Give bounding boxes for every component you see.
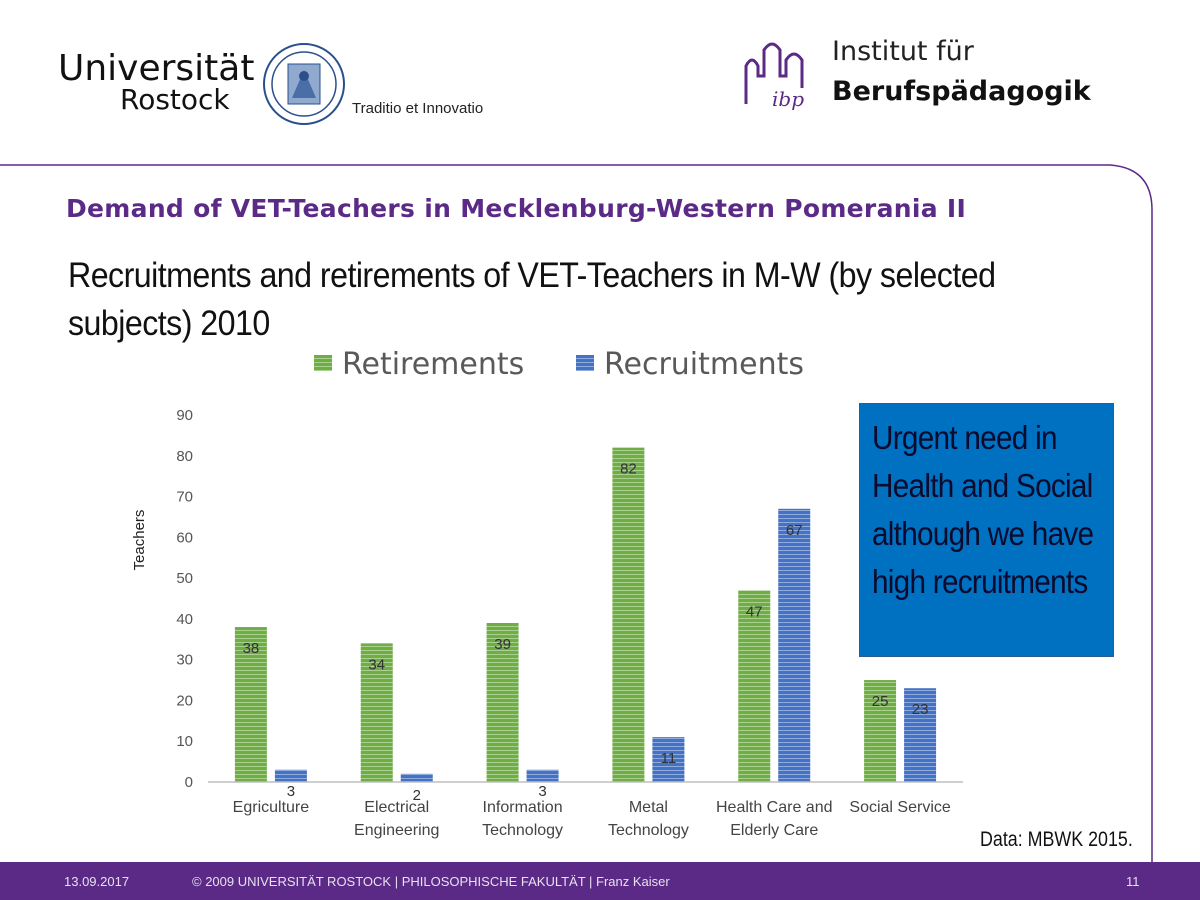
data-label: 67 xyxy=(785,521,803,539)
bar-recruitments xyxy=(401,774,433,782)
university-tagline: Traditio et Innovatio xyxy=(352,100,484,117)
y-tick-label: 40 xyxy=(176,610,193,628)
bar-recruitments xyxy=(275,770,307,782)
data-label: 23 xyxy=(911,701,929,719)
x-tick-label: Electrical xyxy=(364,799,430,816)
data-label: 39 xyxy=(494,635,511,653)
y-tick-label: 60 xyxy=(176,529,193,547)
institute-line2: Berufspädagogik xyxy=(832,76,1091,107)
x-tick-label: Elderly Care xyxy=(730,822,819,839)
slide-heading: Demand of VET-Teachers in Mecklenburg-Western Pomerania II xyxy=(66,194,967,223)
university-name: Universität xyxy=(58,48,255,89)
callout-text: Urgent need in Health and Social although we have high recruitments xyxy=(872,419,1094,600)
x-tick-label: Technology xyxy=(607,822,689,839)
y-tick-label: 50 xyxy=(176,570,193,588)
x-tick-label: Health Care and xyxy=(715,799,833,816)
bar-recruitments xyxy=(527,770,559,782)
footer-date: 13.09.2017 xyxy=(64,874,130,889)
legend-label: Recruitments xyxy=(604,347,804,382)
data-label: 38 xyxy=(242,640,260,658)
y-axis xyxy=(131,407,193,791)
data-label: 3 xyxy=(538,782,547,800)
y-tick-label: 10 xyxy=(176,733,193,751)
x-tick-label: Engineering xyxy=(354,822,440,839)
page-number: 11 xyxy=(1126,874,1140,889)
institute-line1: Institut für xyxy=(832,36,974,67)
data-source: Data: MBWK 2015. xyxy=(980,828,1133,851)
legend-label: Retirements xyxy=(342,347,525,382)
x-tick-label: Technology xyxy=(482,822,564,839)
callout-box xyxy=(859,403,1114,657)
y-tick-label: 90 xyxy=(176,407,193,424)
x-tick-label: Information xyxy=(482,799,563,816)
data-label: 34 xyxy=(368,656,386,674)
chart-legend xyxy=(314,347,804,382)
y-axis-label: Teachers xyxy=(131,509,148,571)
x-tick-label: Metal xyxy=(628,799,668,816)
y-tick-label: 0 xyxy=(184,774,193,791)
data-label: 3 xyxy=(286,782,296,800)
footer-copyright: © 2009 UNIVERSITÄT ROSTOCK | PHILOSOPHISCHE FAKULTÄT | Franz Kaiser xyxy=(192,874,670,889)
data-label: 11 xyxy=(660,750,677,768)
y-tick-label: 70 xyxy=(176,488,193,506)
legend-swatch xyxy=(314,355,332,371)
slide-subtitle: Recruitments and retirements of VET-Teachers in M-W (by selected subjects) 2010 xyxy=(68,256,996,343)
x-tick-label: Social Service xyxy=(849,799,951,816)
y-tick-label: 20 xyxy=(176,692,193,710)
data-label: 2 xyxy=(412,786,421,804)
x-tick-label: Egriculture xyxy=(232,799,310,816)
y-tick-label: 80 xyxy=(176,447,193,465)
ibp-logo-text: ibp xyxy=(772,87,805,111)
bar-recruitments xyxy=(778,509,810,782)
bars xyxy=(235,448,936,804)
data-label: 82 xyxy=(620,460,637,478)
bar-retirements xyxy=(612,448,644,782)
data-label: 47 xyxy=(745,603,763,621)
x-axis xyxy=(208,782,963,839)
legend-swatch xyxy=(576,355,594,371)
y-tick-label: 30 xyxy=(176,651,193,669)
footer-bar xyxy=(0,862,1200,900)
data-label: 25 xyxy=(871,693,889,711)
university-city: Rostock xyxy=(120,83,230,116)
